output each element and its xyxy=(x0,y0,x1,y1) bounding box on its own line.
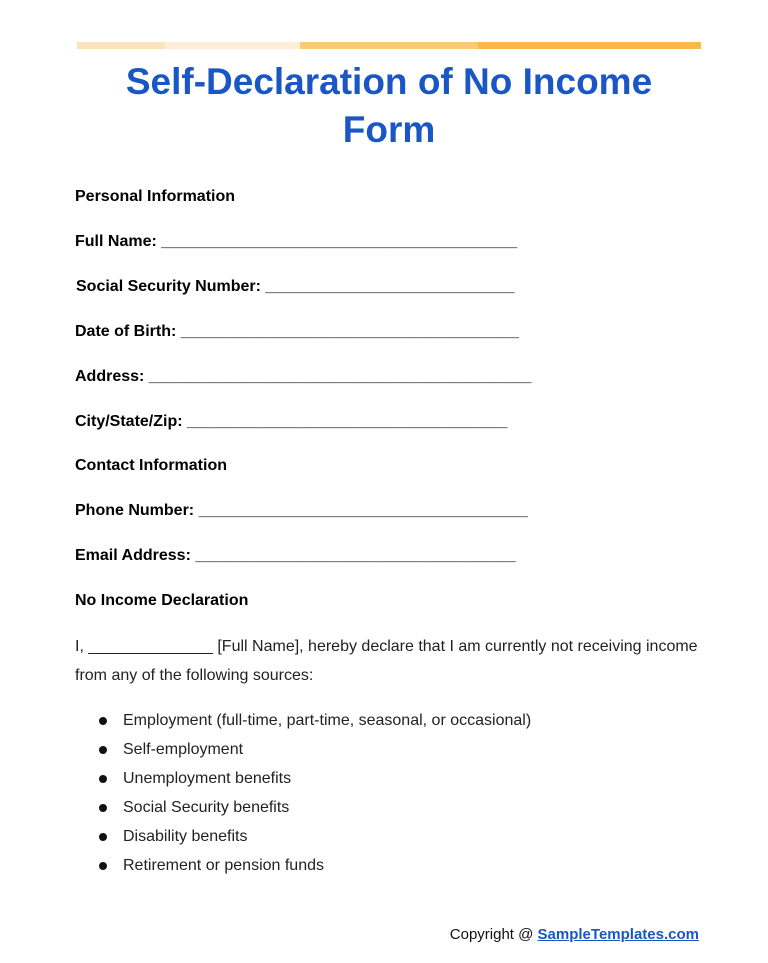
list-item-text: Disability benefits xyxy=(123,828,248,845)
section-heading-personal: Personal Information xyxy=(75,188,236,205)
list-item xyxy=(75,822,531,851)
list-item xyxy=(75,764,531,793)
list-item xyxy=(75,706,531,735)
list-item xyxy=(75,851,531,880)
list-item-text: Retirement or pension funds xyxy=(123,857,324,874)
email-field: Email Address: ____________________________________ xyxy=(75,547,516,564)
bullet-icon xyxy=(99,862,107,870)
list-item-text: Social Security benefits xyxy=(123,799,290,816)
list-item-text: Employment (full-time, part-time, seasonal, or occasional) xyxy=(123,712,532,729)
bullet-icon xyxy=(99,775,107,783)
top-bar-segment xyxy=(300,42,478,49)
page-title: Self-Declaration of No Income Form xyxy=(125,61,653,150)
sampletemplates-link[interactable]: SampleTemplates.com xyxy=(537,926,699,943)
copyright-footer xyxy=(450,925,699,945)
section-heading-declaration: No Income Declaration xyxy=(75,592,249,609)
top-bar-segment xyxy=(165,42,300,49)
bullet-icon xyxy=(99,804,107,812)
bullet-icon xyxy=(99,717,107,725)
bullet-icon xyxy=(99,833,107,841)
list-item xyxy=(75,735,531,764)
income-sources-list xyxy=(75,706,531,880)
section-heading-contact: Contact Information xyxy=(75,457,227,474)
top-bar-segment xyxy=(478,42,701,49)
top-bar-segment xyxy=(77,42,165,49)
address-field: Address: ___________________________________________ xyxy=(75,368,532,385)
declaration-paragraph: I, ______________ [Full Name], hereby declare that I am currently not receiving income from any of the following sources: xyxy=(75,638,698,684)
ssn-field: Social Security Number: ____________________________ xyxy=(76,278,515,295)
list-item-text: Self-employment xyxy=(123,741,244,758)
city-state-zip-field: City/State/Zip: ____________________________________ xyxy=(75,413,508,430)
decorative-top-bar xyxy=(77,42,701,49)
copyright-text: Copyright @ xyxy=(449,926,538,943)
dob-field: Date of Birth: ______________________________________ xyxy=(75,323,519,340)
phone-field: Phone Number: _____________________________________ xyxy=(75,502,528,519)
list-item xyxy=(75,793,531,822)
full-name-field: Full Name: ________________________________________ xyxy=(75,233,518,250)
bullet-icon xyxy=(99,746,107,754)
list-item-text: Unemployment benefits xyxy=(123,770,292,787)
